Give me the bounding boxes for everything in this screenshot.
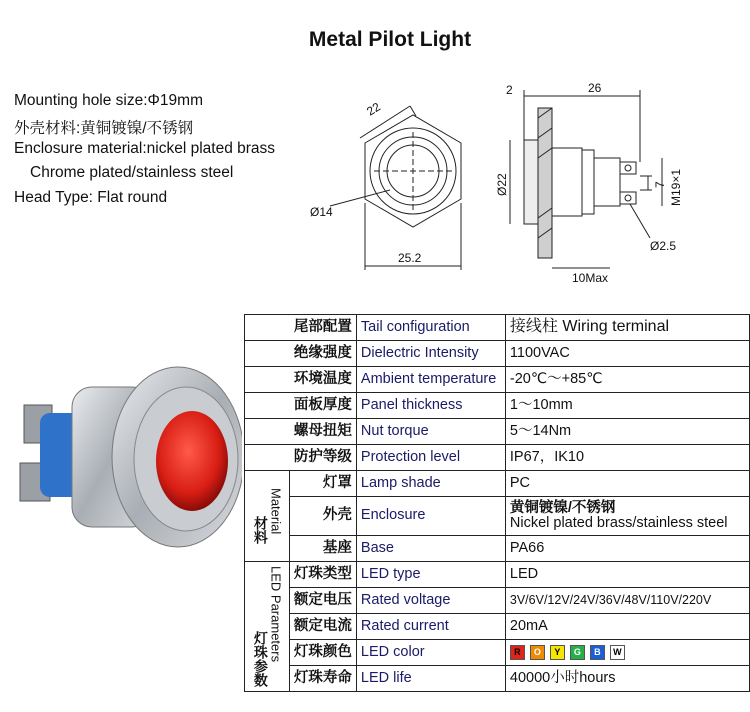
row-label-cn: 基座 <box>289 536 356 562</box>
dim-m19-label: M19×1 <box>669 168 683 206</box>
row-label-en: LED life <box>356 666 505 692</box>
head-side <box>524 140 538 224</box>
row-label-en: Ambient temperature <box>356 367 505 393</box>
dim-2-label: 2 <box>506 83 513 97</box>
dim-252-label: 25.2 <box>398 251 422 265</box>
row-label-en: Nut torque <box>356 419 505 445</box>
row-label-cn: 灯罩 <box>289 471 356 497</box>
dim-7-label: 7 <box>653 181 667 188</box>
led-color-chip: G <box>570 645 585 660</box>
table-row <box>245 341 750 367</box>
row-value <box>505 497 749 536</box>
table-row <box>245 536 750 562</box>
enclosure-en-text: Enclosure material:nickel plated brass <box>14 140 276 157</box>
row-label-cn: 灯珠颜色 <box>289 640 356 666</box>
row-label-cn: 额定电压 <box>289 588 356 614</box>
row-label-en: Dielectric Intensity <box>356 341 505 367</box>
row-label-en: Base <box>356 536 505 562</box>
page-title: Metal Pilot Light <box>308 28 472 51</box>
chrome-text: Chrome plated/stainless steel <box>30 164 234 181</box>
led-group-cell <box>245 562 290 692</box>
row-value-cn: 黄铜镀镍/不锈钢 <box>509 499 616 516</box>
row-value: IP67，IK10 <box>505 445 749 471</box>
material-group-en: Material <box>268 487 284 535</box>
row-value: PA66 <box>505 536 749 562</box>
table-row <box>245 614 750 640</box>
body-side <box>552 148 582 216</box>
table-row <box>245 445 750 471</box>
dim-22-label: 22 <box>364 99 383 119</box>
row-label-en: LED type <box>356 562 505 588</box>
led-color-chip: Y <box>550 645 565 660</box>
table-row <box>245 315 750 341</box>
material-group-cn: 材料 <box>252 516 269 545</box>
row-label-en: Panel thickness <box>356 393 505 419</box>
panel-section <box>538 108 552 258</box>
row-value: 接线柱 Wiring terminal <box>505 315 749 341</box>
row-value: PC <box>505 471 749 497</box>
table-row <box>245 497 750 536</box>
dim-26-label: 26 <box>588 81 602 95</box>
table-row <box>245 471 750 497</box>
row-label-en: Rated voltage <box>356 588 505 614</box>
row-value: 3V/6V/12V/24V/36V/48V/110V/220V <box>505 588 749 614</box>
terminal-bottom <box>620 192 636 204</box>
material-group-cell <box>245 471 290 562</box>
row-value: 1～10mm <box>505 393 749 419</box>
table-row <box>245 562 750 588</box>
row-label-cn: 尾部配置 <box>245 315 357 341</box>
row-value: 1100VAC <box>505 341 749 367</box>
dim-10max-label: 10Max <box>572 271 609 285</box>
row-label-cn: 防护等级 <box>245 445 357 471</box>
row-label-en: Enclosure <box>356 497 505 536</box>
row-label-en: Rated current <box>356 614 505 640</box>
led-color-chip: O <box>530 645 545 660</box>
row-value: 40000小时hours <box>505 666 749 692</box>
row-value: 5～14Nm <box>505 419 749 445</box>
row-label-cn: 外壳 <box>289 497 356 536</box>
nut-side <box>582 150 594 214</box>
row-value: 20mA <box>505 614 749 640</box>
row-label-en: Tail configuration <box>356 315 505 341</box>
table-row <box>245 419 750 445</box>
row-label-cn: 面板厚度 <box>245 393 357 419</box>
led-group-cn: 灯珠参数 <box>252 630 269 687</box>
table-row <box>245 393 750 419</box>
dimension-drawing <box>310 78 740 288</box>
led-color-chip: R <box>510 645 525 660</box>
led-color-chip: W <box>610 645 625 660</box>
table-row <box>245 367 750 393</box>
row-label-cn: 灯珠寿命 <box>289 666 356 692</box>
led-group-en: LED Parameters <box>268 566 284 663</box>
row-label-cn: 绝缘强度 <box>245 341 357 367</box>
mounting-hole-text: Mounting hole size:Φ19mm <box>14 92 203 109</box>
dim-14-label: Ø14 <box>310 205 333 219</box>
red-lens <box>156 411 228 511</box>
row-label-cn: 环境温度 <box>245 367 357 393</box>
row-label-en: Protection level <box>356 445 505 471</box>
led-color-chip: B <box>590 645 605 660</box>
base-side <box>594 158 620 206</box>
row-value-en: Nickel plated brass/stainless steel <box>509 515 728 531</box>
spec-table <box>244 314 750 692</box>
product-photo <box>6 355 242 585</box>
table-row <box>245 640 750 666</box>
row-label-cn: 灯珠类型 <box>289 562 356 588</box>
dim-22side-label: Ø22 <box>495 173 509 196</box>
row-label-en: LED color <box>356 640 505 666</box>
head-type-text: Head Type: Flat round <box>14 189 168 206</box>
row-label-cn: 额定电流 <box>289 614 356 640</box>
row-label-en: Lamp shade <box>356 471 505 497</box>
enclosure-cn-text: 外壳材料:黄铜镀镍/不锈钢 <box>14 120 194 137</box>
dim-25-leader <box>630 204 650 238</box>
terminal-hole-bottom <box>625 195 631 201</box>
row-value <box>505 640 749 666</box>
table-row <box>245 666 750 692</box>
terminal-hole-top <box>625 165 631 171</box>
row-value: -20℃～+85℃ <box>505 367 749 393</box>
dim-14-leader <box>330 190 390 206</box>
terminal-top <box>620 162 636 174</box>
row-value: LED <box>505 562 749 588</box>
row-label-cn: 螺母扭矩 <box>245 419 357 445</box>
table-row <box>245 588 750 614</box>
dim-25-label: Ø2.5 <box>650 239 677 253</box>
